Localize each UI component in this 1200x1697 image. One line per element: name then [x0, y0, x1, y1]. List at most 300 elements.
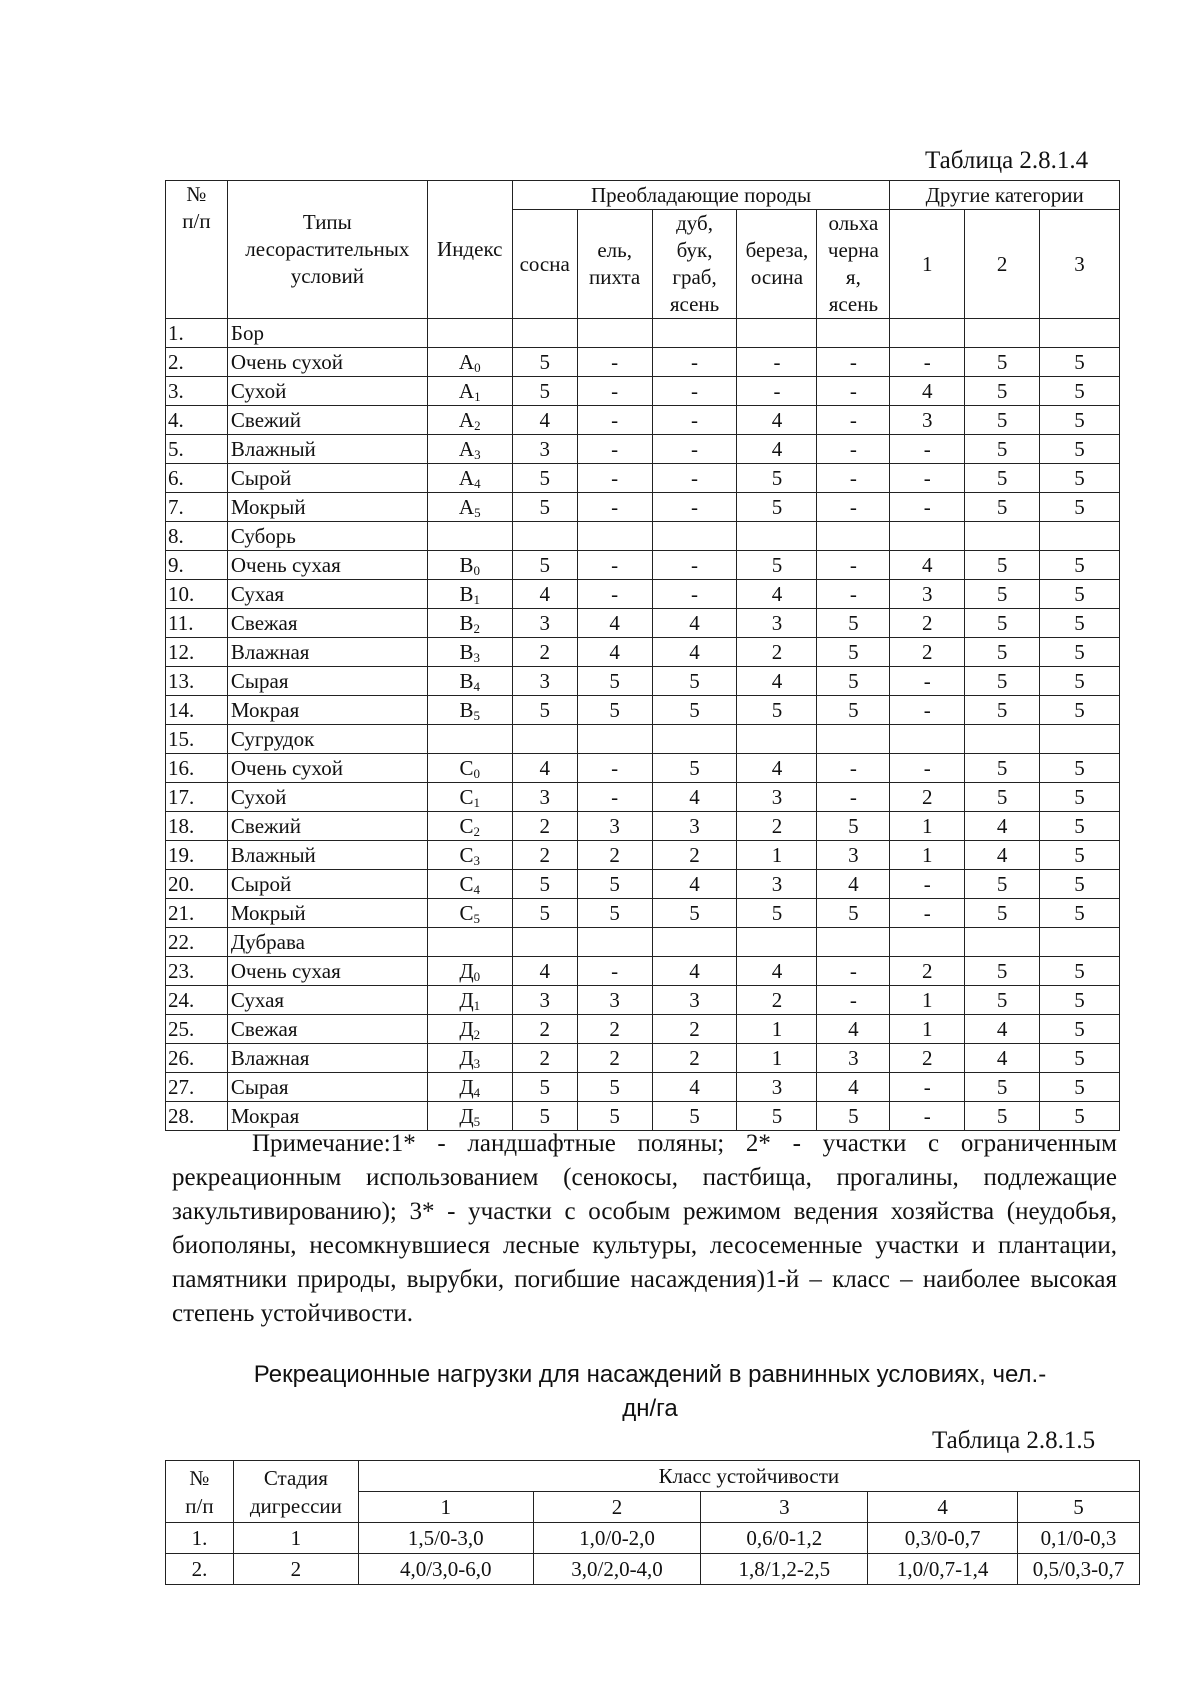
row-index: [427, 1044, 512, 1073]
index-letter: В: [459, 669, 474, 693]
index-letter: С: [459, 814, 474, 838]
index-subscript: 0: [473, 563, 480, 578]
index-letter: А: [458, 495, 475, 519]
row-type: Влажная: [227, 1044, 427, 1073]
row-type: Сухой: [227, 377, 427, 406]
row-number: 26.: [166, 1044, 228, 1073]
row-value: 2: [890, 609, 965, 638]
row-type: Мокрая: [227, 696, 427, 725]
row-value: 4: [512, 580, 577, 609]
row-value: 3: [577, 812, 652, 841]
row-value: 5: [817, 1102, 890, 1131]
row-value: 5: [652, 1102, 737, 1131]
row-value: 5: [512, 348, 577, 377]
row-value: 5: [577, 1073, 652, 1102]
row-value: 4: [817, 1015, 890, 1044]
row-value: 5: [965, 667, 1040, 696]
index-subscript: 2: [473, 621, 480, 636]
header-class: 5: [1018, 1492, 1140, 1523]
row-value: 1,8/1,2-2,5: [701, 1554, 868, 1585]
row-value: 4: [737, 580, 817, 609]
table-row: [166, 696, 1120, 725]
row-value: 5: [1040, 986, 1120, 1015]
row-value: 3: [652, 986, 737, 1015]
row-value: [965, 928, 1040, 957]
row-index: [427, 841, 512, 870]
row-index: [427, 870, 512, 899]
row-value: 5: [1040, 1073, 1120, 1102]
table-row: [166, 319, 1120, 348]
row-value: 2: [577, 1015, 652, 1044]
row-value: 5: [965, 870, 1040, 899]
row-value: 3: [577, 986, 652, 1015]
row-value: 5: [965, 348, 1040, 377]
row-value: -: [652, 580, 737, 609]
index-subscript: 2: [473, 824, 480, 839]
row-value: 5: [737, 551, 817, 580]
row-value: 5: [512, 1073, 577, 1102]
row-value: -: [652, 406, 737, 435]
row-value: 3: [512, 783, 577, 812]
header-num-2: № п/п: [166, 1461, 234, 1523]
row-number: 15.: [166, 725, 228, 754]
row-value: 4: [577, 609, 652, 638]
row-value: 5: [577, 696, 652, 725]
recreational-load-table: [165, 1460, 1140, 1585]
row-value: 2: [512, 841, 577, 870]
row-type: Сухой: [227, 783, 427, 812]
row-value: 1: [890, 986, 965, 1015]
row-value: -: [817, 435, 890, 464]
header-class: 1: [358, 1492, 533, 1523]
row-value: [817, 522, 890, 551]
row-value: -: [817, 348, 890, 377]
table-row: [166, 464, 1120, 493]
row-value: [817, 725, 890, 754]
header-stage: Стадия дигрессии: [233, 1461, 358, 1523]
row-index: [427, 783, 512, 812]
row-value: 5: [1040, 696, 1120, 725]
table-row: [166, 638, 1120, 667]
row-value: 5: [1040, 957, 1120, 986]
row-type: Очень сухая: [227, 551, 427, 580]
row-value: 5: [737, 899, 817, 928]
row-value: 3: [737, 783, 817, 812]
row-value: [512, 319, 577, 348]
row-number: 13.: [166, 667, 228, 696]
header-class: 4: [868, 1492, 1018, 1523]
row-value: 4: [577, 638, 652, 667]
row-value: 0,3/0-0,7: [868, 1523, 1018, 1554]
index-letter: В: [459, 698, 474, 722]
row-value: 5: [1040, 754, 1120, 783]
row-value: 5: [1040, 783, 1120, 812]
row-value: 1: [890, 841, 965, 870]
row-value: 5: [1040, 899, 1120, 928]
table-row: [166, 580, 1120, 609]
row-value: -: [577, 435, 652, 464]
index-subscript: 0: [474, 360, 481, 375]
row-number: 6.: [166, 464, 228, 493]
row-value: -: [890, 1102, 965, 1131]
row-value: 5: [512, 870, 577, 899]
row-value: [1040, 522, 1120, 551]
row-value: 2: [890, 638, 965, 667]
row-value: [1040, 928, 1120, 957]
header-class: 2: [533, 1492, 701, 1523]
row-number: 14.: [166, 696, 228, 725]
header-other: 1: [890, 210, 965, 319]
row-index: [427, 522, 512, 551]
table-row: [166, 1523, 1140, 1554]
row-value: 4: [965, 1015, 1040, 1044]
row-value: 5: [1040, 638, 1120, 667]
index-letter: А: [458, 408, 475, 432]
row-type: Мокрая: [227, 1102, 427, 1131]
row-number: 8.: [166, 522, 228, 551]
row-value: -: [890, 1073, 965, 1102]
row-value: -: [817, 754, 890, 783]
row-number: 4.: [166, 406, 228, 435]
header-species: ель, пихта: [577, 210, 652, 319]
table-row: [166, 1073, 1120, 1102]
index-letter: Д: [459, 1017, 474, 1041]
row-value: 3: [512, 667, 577, 696]
row-value: [577, 319, 652, 348]
row-value: [652, 725, 737, 754]
row-number: 10.: [166, 580, 228, 609]
row-value: 5: [577, 667, 652, 696]
row-value: 2: [512, 638, 577, 667]
row-value: -: [817, 957, 890, 986]
row-type: Сугрудок: [227, 725, 427, 754]
row-index: [427, 551, 512, 580]
index-letter: Д: [459, 1104, 474, 1128]
row-value: -: [652, 348, 737, 377]
index-letter: Д: [459, 1046, 474, 1070]
header-other: 2: [965, 210, 1040, 319]
row-value: 4: [890, 551, 965, 580]
header-species: ольха черна я, ясень: [817, 210, 890, 319]
row-value: 4: [965, 841, 1040, 870]
row-type: Мокрый: [227, 493, 427, 522]
row-value: -: [577, 493, 652, 522]
index-subscript: 3: [473, 853, 480, 868]
index-subscript: 4: [473, 882, 480, 897]
row-value: 2: [737, 638, 817, 667]
row-value: [577, 522, 652, 551]
row-value: 5: [1040, 580, 1120, 609]
row-value: -: [652, 377, 737, 406]
row-index: [427, 725, 512, 754]
row-value: [965, 522, 1040, 551]
row-value: 4: [965, 812, 1040, 841]
row-value: -: [577, 754, 652, 783]
table-row: [166, 870, 1120, 899]
table-row: [166, 1554, 1140, 1585]
table-caption-2: Таблица 2.8.1.5: [932, 1427, 1096, 1454]
row-value: [890, 928, 965, 957]
row-index: [427, 957, 512, 986]
table-row: [166, 551, 1120, 580]
row-type: Суборь: [227, 522, 427, 551]
row-value: 5: [965, 406, 1040, 435]
row-value: -: [737, 377, 817, 406]
row-index: [427, 1015, 512, 1044]
table-row: [166, 1044, 1120, 1073]
row-value: -: [577, 957, 652, 986]
row-number: 23.: [166, 957, 228, 986]
row-value: 5: [965, 754, 1040, 783]
row-value: 3: [737, 609, 817, 638]
row-value: 5: [965, 435, 1040, 464]
row-value: 5: [1040, 667, 1120, 696]
row-value: 5: [577, 870, 652, 899]
row-value: 1: [737, 841, 817, 870]
row-value: 0,5/0,3-0,7: [1018, 1554, 1140, 1585]
row-value: 5: [652, 899, 737, 928]
row-type: Очень сухой: [227, 754, 427, 783]
table-row: [166, 812, 1120, 841]
row-value: [737, 319, 817, 348]
row-value: 5: [1040, 406, 1120, 435]
row-value: 3: [512, 609, 577, 638]
row-value: -: [890, 435, 965, 464]
row-value: 5: [1040, 1015, 1120, 1044]
header-species: дуб, бук, граб, ясень: [652, 210, 737, 319]
index-subscript: 2: [474, 418, 481, 433]
row-value: [890, 725, 965, 754]
row-number: 18.: [166, 812, 228, 841]
row-value: -: [652, 464, 737, 493]
row-number: 17.: [166, 783, 228, 812]
row-number: 20.: [166, 870, 228, 899]
row-value: 5: [1040, 841, 1120, 870]
row-value: 3: [737, 870, 817, 899]
row-type: Сухая: [227, 986, 427, 1015]
row-value: 5: [1040, 493, 1120, 522]
index-subscript: 3: [473, 1056, 481, 1071]
row-stage: 2: [233, 1554, 358, 1585]
index-subscript: 4: [473, 679, 480, 694]
row-type: Очень сухой: [227, 348, 427, 377]
header-other: 3: [1040, 210, 1120, 319]
row-value: -: [890, 754, 965, 783]
row-value: 5: [965, 464, 1040, 493]
row-value: -: [817, 986, 890, 1015]
row-value: 5: [965, 580, 1040, 609]
row-value: 0,1/0-0,3: [1018, 1523, 1140, 1554]
row-value: 5: [512, 377, 577, 406]
row-value: 2: [652, 1044, 737, 1073]
row-value: [652, 928, 737, 957]
row-value: 1: [737, 1015, 817, 1044]
row-value: -: [890, 696, 965, 725]
row-value: 5: [737, 696, 817, 725]
row-value: 5: [577, 1102, 652, 1131]
row-number: 3.: [166, 377, 228, 406]
row-type: Свежий: [227, 406, 427, 435]
table-row: [166, 435, 1120, 464]
header-species: береза, осина: [737, 210, 817, 319]
row-value: 5: [1040, 551, 1120, 580]
row-type: Свежая: [227, 1015, 427, 1044]
row-index: [427, 812, 512, 841]
index-letter: С: [459, 785, 474, 809]
row-index: [427, 609, 512, 638]
row-value: 5: [512, 551, 577, 580]
table-row: [166, 1015, 1120, 1044]
row-value: 5: [965, 609, 1040, 638]
row-index: [427, 928, 512, 957]
row-value: 5: [737, 464, 817, 493]
index-letter: С: [459, 843, 474, 867]
row-value: 5: [512, 1102, 577, 1131]
header-num: № п/п: [166, 181, 228, 319]
row-number: 1.: [166, 319, 228, 348]
row-number: 16.: [166, 754, 228, 783]
index-subscript: 0: [473, 766, 480, 781]
row-value: 5: [512, 696, 577, 725]
header-class: 3: [701, 1492, 868, 1523]
row-value: 4: [652, 870, 737, 899]
index-subscript: 4: [474, 476, 481, 491]
row-value: 5: [512, 899, 577, 928]
index-subscript: 2: [473, 1027, 481, 1042]
row-index: [427, 580, 512, 609]
header-species: сосна: [512, 210, 577, 319]
row-value: 5: [1040, 870, 1120, 899]
row-value: 1: [737, 1044, 817, 1073]
row-value: 5: [965, 638, 1040, 667]
row-value: 4: [652, 957, 737, 986]
row-value: 3: [817, 1044, 890, 1073]
row-value: 5: [817, 812, 890, 841]
row-number: 2.: [166, 1554, 234, 1585]
index-letter: В: [459, 611, 474, 635]
row-number: 25.: [166, 1015, 228, 1044]
row-index: [427, 638, 512, 667]
row-value: -: [577, 580, 652, 609]
index-letter: А: [458, 350, 475, 374]
index-letter: В: [459, 553, 474, 577]
table-row: [166, 406, 1120, 435]
row-value: 4: [652, 1073, 737, 1102]
table-row: [166, 667, 1120, 696]
row-value: -: [577, 783, 652, 812]
row-value: 3: [890, 406, 965, 435]
index-letter: А: [458, 466, 475, 490]
row-value: 5: [1040, 1102, 1120, 1131]
header-type: Типы лесорастительных условий: [227, 181, 427, 319]
table-row: [166, 928, 1120, 957]
row-value: 5: [737, 1102, 817, 1131]
row-value: 1,0/0,7-1,4: [868, 1554, 1018, 1585]
index-subscript: 5: [473, 911, 480, 926]
row-value: 5: [1040, 348, 1120, 377]
row-value: 4: [737, 754, 817, 783]
index-subscript: 1: [473, 998, 481, 1013]
row-value: 5: [577, 899, 652, 928]
row-value: 4: [965, 1044, 1040, 1073]
row-type: Сырой: [227, 464, 427, 493]
table-note: Примечание:1* - ландшафтные поляны; 2* - участки с ограниченным рекреационным использованием (сенокосы, пастбища, прогалины, подлежащие закультивированию); 3* - участки с особым режимом ведения хозяйства (неудобья, биополяны, несомкнувшиеся лесные культуры, лесосеменные участки и плантации, памятники природы, вырубки, погибшие насаждения)1-й – класс – наиболее высокая степень устойчивости.: [172, 1130, 1117, 1327]
row-value: -: [652, 435, 737, 464]
row-index: [427, 667, 512, 696]
row-value: 4: [737, 435, 817, 464]
row-index: [427, 754, 512, 783]
row-value: 4: [652, 783, 737, 812]
row-value: -: [817, 493, 890, 522]
row-index: [427, 899, 512, 928]
index-subscript: 5: [474, 505, 481, 520]
row-value: 2: [512, 812, 577, 841]
row-value: [965, 725, 1040, 754]
row-value: 5: [512, 464, 577, 493]
row-index: [427, 406, 512, 435]
section-heading: Рекреационные нагрузки для насаждений в равнинных условиях, чел.- дн/га: [253, 1361, 1047, 1422]
row-value: -: [737, 348, 817, 377]
row-number: 9.: [166, 551, 228, 580]
row-value: [737, 725, 817, 754]
table-row: [166, 522, 1120, 551]
row-type: Свежий: [227, 812, 427, 841]
table-row: [166, 377, 1120, 406]
row-value: 3,0/2,0-4,0: [533, 1554, 701, 1585]
row-value: -: [890, 493, 965, 522]
row-value: 5: [965, 899, 1040, 928]
row-value: [652, 319, 737, 348]
row-value: [577, 928, 652, 957]
row-value: 3: [737, 1073, 817, 1102]
table-row: [166, 348, 1120, 377]
row-value: [652, 522, 737, 551]
row-value: [512, 725, 577, 754]
row-value: 5: [817, 899, 890, 928]
row-number: 12.: [166, 638, 228, 667]
row-value: 4: [737, 406, 817, 435]
row-value: 5: [965, 783, 1040, 812]
row-number: 7.: [166, 493, 228, 522]
row-value: [737, 522, 817, 551]
row-value: 5: [965, 986, 1040, 1015]
row-value: 4: [817, 1073, 890, 1102]
index-letter: С: [459, 756, 474, 780]
index-letter: С: [459, 901, 474, 925]
row-value: -: [817, 377, 890, 406]
row-value: 4,0/3,0-6,0: [358, 1554, 533, 1585]
row-value: [577, 725, 652, 754]
row-value: 0,6/0-1,2: [701, 1523, 868, 1554]
index-letter: С: [459, 872, 474, 896]
row-value: [965, 319, 1040, 348]
index-subscript: 3: [473, 650, 480, 665]
row-number: 11.: [166, 609, 228, 638]
index-letter: А: [458, 437, 475, 461]
index-subscript: 5: [473, 1114, 481, 1129]
row-value: -: [577, 464, 652, 493]
row-value: [890, 522, 965, 551]
table-row: [166, 754, 1120, 783]
row-value: 4: [512, 754, 577, 783]
row-value: 5: [817, 667, 890, 696]
row-value: 5: [965, 493, 1040, 522]
row-value: 5: [1040, 812, 1120, 841]
row-value: 4: [737, 957, 817, 986]
index-subscript: 4: [473, 1085, 481, 1100]
row-number: 28.: [166, 1102, 228, 1131]
header-other-group: Другие категории: [890, 181, 1120, 210]
